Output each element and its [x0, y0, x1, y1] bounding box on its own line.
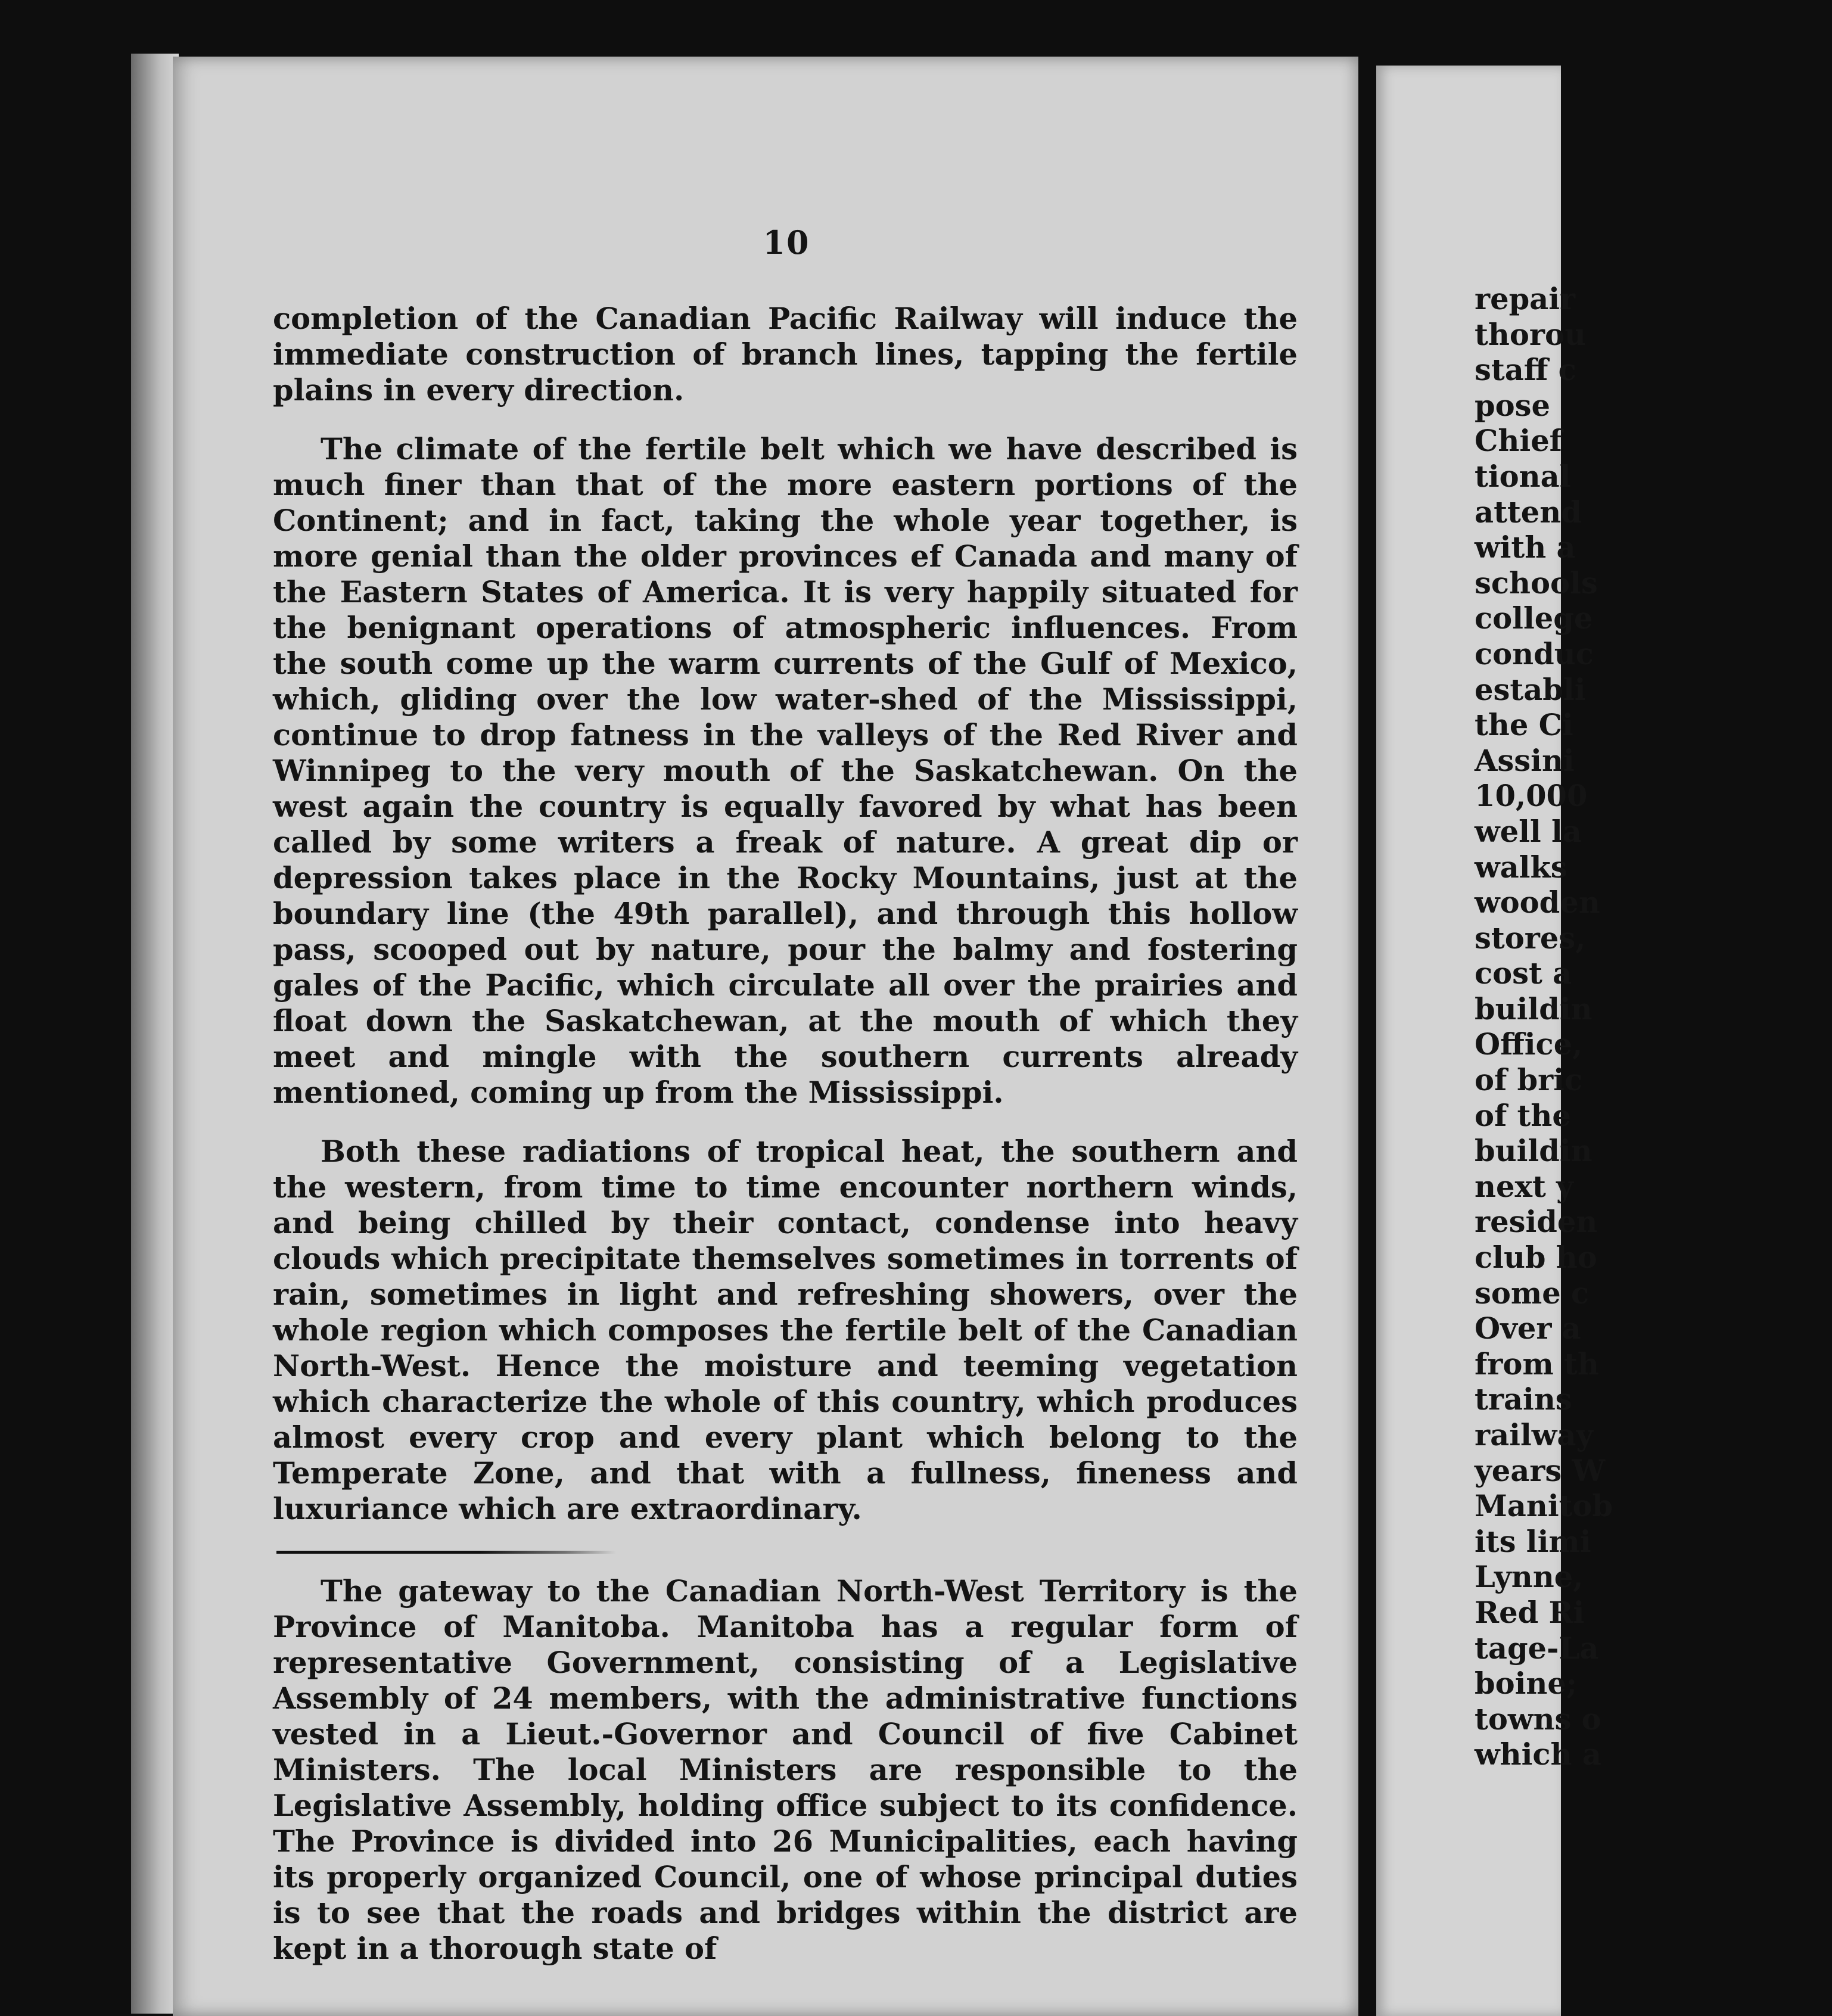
facing-page-line: its limi [1475, 1524, 1591, 1559]
facing-page-line: college [1475, 601, 1593, 636]
facing-page-text [1475, 282, 1832, 1773]
page-number: 10 [763, 223, 810, 262]
facing-page-line: tional [1475, 459, 1571, 494]
facing-page-line: next y [1475, 1169, 1573, 1204]
facing-page-line: Manitob [1475, 1489, 1613, 1524]
facing-page-line: years W [1475, 1453, 1606, 1488]
facing-page-line: cost a [1475, 956, 1572, 991]
scan-page-edge [131, 54, 179, 2014]
facing-page-line: boine; [1475, 1666, 1578, 1701]
paragraph: The climate of the fertile belt which we have described is much finer than that of the more eastern portions of the Continent; and in fact, taking the whole year together, is more genial than the older provinces ef Canada and many of the Eastern States of America. It is very happily situated for the benignant operations of atmospheric influences. From the south come up the warm currents of the Gulf of Mexico, which, gliding over the low water-shed of the Mississippi, continue to drop fatness in the valleys of the Red River and Winnipeg to the very mouth of the Saskatchewan. On the west again the country is equally favored by what has been called by some writers a freak of nature. A great dip or depression takes place in the Rocky Mountains, just at the boundary line (the 49th parallel), and through this hollow pass, scooped out by nature, pour the balmy and fostering gales of the Pacific, which circulate all over the prairies and float down the Saskatchewan, at the mouth of which they meet and mingle with the southern currents already mentioned, coming up from the Mississippi. [273, 432, 1298, 1110]
facing-page-line: Chief [1475, 424, 1562, 459]
facing-page-line: wooden [1475, 885, 1600, 920]
facing-page-line: Assini [1475, 743, 1575, 778]
facing-page-line: which a [1475, 1737, 1601, 1772]
facing-page-line: some c [1475, 1275, 1590, 1311]
facing-page [1376, 66, 1613, 2016]
facing-page-line: thorou [1475, 317, 1586, 352]
facing-page-line: buildin [1475, 1134, 1592, 1169]
facing-page-line: 10,000 [1475, 779, 1588, 814]
facing-page-line: towns o [1475, 1701, 1601, 1737]
facing-page-line: club ho [1475, 1240, 1597, 1275]
facing-page-line: staff c [1475, 353, 1576, 388]
facing-page-line: of the [1475, 1098, 1571, 1133]
facing-page-line: attend [1475, 494, 1582, 530]
facing-page-line: residen [1475, 1205, 1598, 1240]
page-body [273, 301, 1298, 1967]
facing-page-line: Office, [1475, 1027, 1583, 1062]
facing-page-line: buildin [1475, 991, 1592, 1026]
facing-page-line: conduc [1475, 636, 1594, 671]
paragraph: The gateway to the Canadian North-West Territory is the Province of Manitoba. Manitoba has a regular form of representative Government, consisting of a Legislative Assembly of 24 members, with the administrative functions vested in a Lieut.-Governor and Council of five Cabinet Ministers. The local Ministers are responsible to the Legislative Assembly, holding office subject to its confidence. The Province is divided into 26 Municipalities, each having its properly organized Council, one of whose principal duties is to see that the roads and bridges within the district are kept in a thorough state of [273, 1574, 1298, 1966]
facing-page-line: schools [1475, 565, 1598, 601]
facing-page-line: Red Ri [1475, 1595, 1585, 1630]
facing-page-line: tage-La [1475, 1631, 1599, 1666]
facing-page-line: well la [1475, 814, 1582, 849]
facing-page-line: with a [1475, 530, 1576, 565]
facing-page-line: from th [1475, 1346, 1599, 1382]
facing-page-line: repair [1475, 282, 1576, 316]
facing-page-line: establi [1475, 672, 1586, 707]
paragraph: Both these radiations of tropical heat, the southern and the western, from time to time encounter northern winds, and being chilled by their contact, condense into heavy clouds which precipitate themselves sometimes in torrents of rain, sometimes in light and refreshing showers, over the whole region which composes the fertile belt of the Canadian North-West. Hence the moisture and teeming vegetation which characterize the whole of this country, which produces almost every crop and every plant which belong to the Temperate Zone, and that with a fullness, fineness and luxuriance which are extraordinary. [273, 1134, 1298, 1526]
facing-page-line: stores, [1475, 920, 1586, 956]
facing-page-line: the Ci [1475, 708, 1573, 743]
facing-page-line: Over a [1475, 1311, 1581, 1346]
facing-page-line: trains [1475, 1382, 1572, 1417]
facing-page-line: railway [1475, 1418, 1594, 1452]
facing-page-line: pose [1475, 388, 1550, 423]
book-page [173, 57, 1358, 2016]
facing-page-line: of bric [1475, 1063, 1583, 1098]
facing-page-line: walks [1475, 850, 1567, 885]
section-divider [276, 1551, 616, 1554]
paragraph: completion of the Canadian Pacific Railway will induce the immediate construction of branch lines, tapping the fertile plains in every direction. [273, 301, 1298, 407]
facing-page-line: Lynne, [1475, 1560, 1584, 1595]
